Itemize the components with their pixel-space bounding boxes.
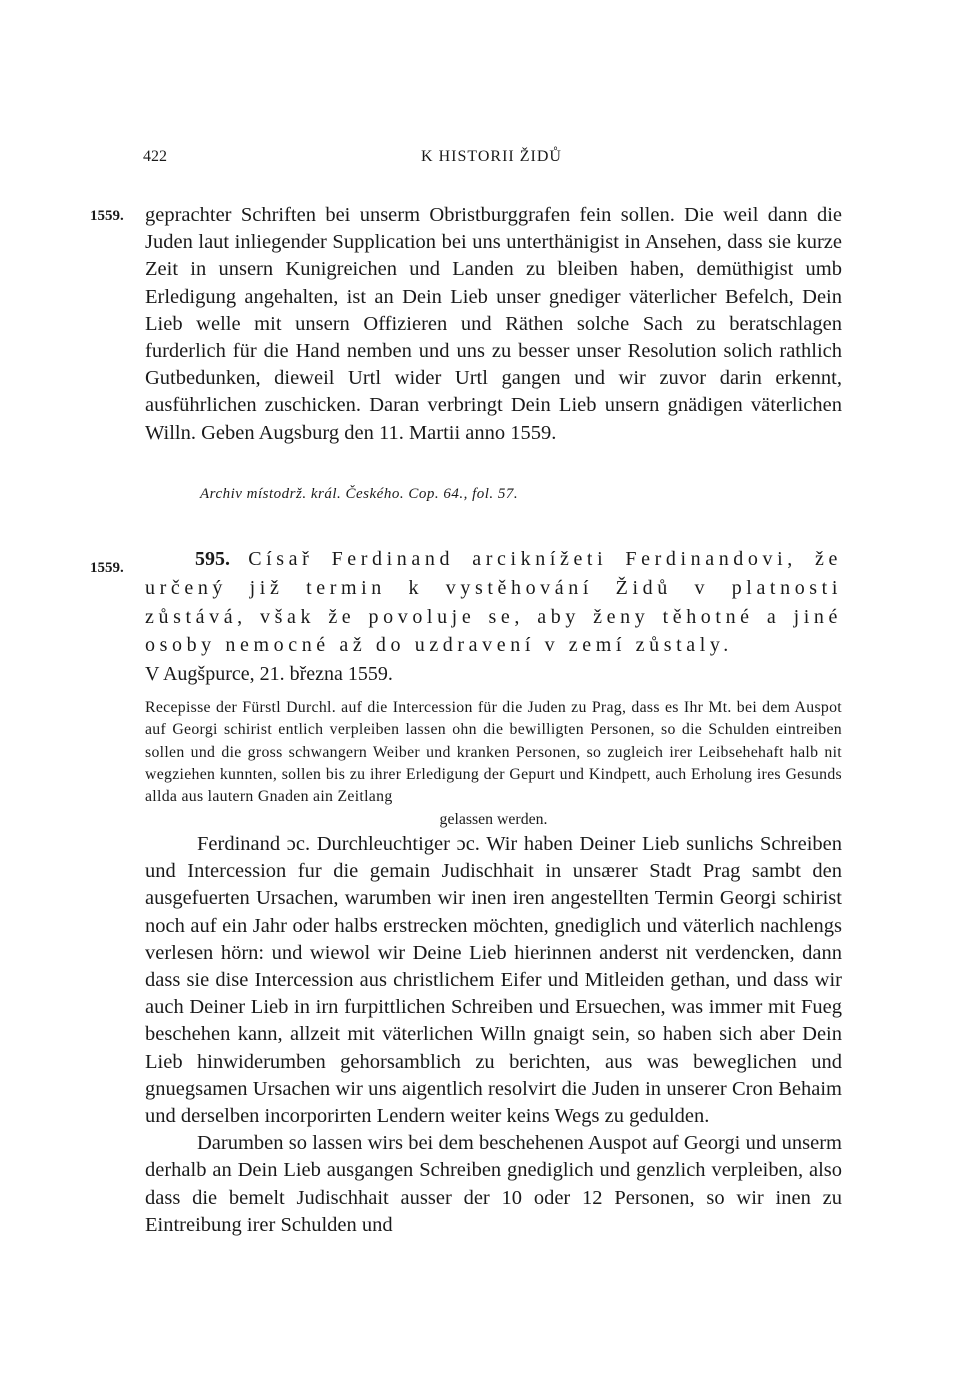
section-continuation	[145, 202, 842, 447]
document-number: 595.	[195, 548, 230, 570]
archive-reference: Archiv místodrž. král. Českého. Cop. 64., fol. 57.	[200, 486, 519, 502]
continuation-paragraph: geprachter Schriften bei unserm Obristburggrafen fein sollen. Die weil dann die Juden laut inliegender Supplication bei uns unterthänigist in Ansehen, dass sie kurze Zeit in unsern Kunigreichen und Landen zu bleiben haben, demüthigist umb Erledigung angehalten, ist an Dein Lieb unser gnediger väterlicher Befelch, Dein Lieb welle mit unsern Offizieren und Räthen solche Sach zu beratschlagen furderlich für die Hand nemben und uns zu besser unser Resolution solich rathlich Gutbedunken, dieweil Urtl wider Urtl gangen und wir zuvor darin erkennt, ausführlichen zuschicken. Daran verbringt Dein Lieb unsern gnädigen väterlichen Willn. Geben Augsburg den 11. Martii anno 1559.	[145, 204, 842, 444]
page-number: 422	[143, 148, 167, 165]
body-paragraph-2: Darumben so lassen wirs bei dem beschehenen Auspot auf Georgi und unserm derhalb an Dein Lieb ausgangen Schreiben gnediglich und genzlich verpleiben, also dass die bemelt Judischhait ausser der 10 oder 12 Personen, so wir inen zu Eintreibung irer Schulden und	[145, 1132, 842, 1236]
document-regest: Recepisse der Fürstl Durchl. auf die Intercession für die Juden zu Prag, dass es Ihr Mt. bei dem Auspot auf Georgi schirist entlich verpleiben lassen ohn die bewilligten Personen, so die Schulden eintreiben sollen und die gross schwangern Weiber und kranken Personen, so zugleich irer Leibsehehaft halb nit wegziehen kunnten, sollen bis zu ihrer Erledigung der Gepurt und Kindpett, auch Erholung ires Gesunds allda aus lautern Gnaden ain Zeitlang	[145, 699, 842, 806]
body-paragraph-1: Ferdinand ɔc. Durchleuchtiger ɔc. Wir haben Deiner Lieb sunlichs Schreiben und Intercession fur die gemain Judischhait in unsærer Stadt Prag sambt den ausgefuerten Ursachen, warumben wir inen iren angestellten Termin Georgi schirist noch auf ein Jahr oder halbs erstrecken möchten, gnediglich und väterlich nachlengs verlesen hörn: und wiewol wir Deine Lieb hierinnen anderst nit verdencken, dann dass sie dise Intercession aus christlichem Eifer und Mitleiden gethan, und dass wir auch Deiner Lieb in irn furpittlichen Schreiben und Ersuechen, was immer mit Fueg beschehen kann, allzeit mit väterlichen Willn gnaigt sein, so haben sich aber Dein Lieb hinwiderumben gehorsamblich zu berichten, aus was beweglichen und gnuegsamen Ursachen wir uns aigentlich resolvirt die Juden in unserer Cron Behaim und derselben incorporirten Lendern weiter keins Wegs zu gedulden.	[145, 832, 842, 1127]
document-regest-end: gelassen werden.	[439, 810, 548, 828]
margin-year-2: 1559.	[90, 560, 124, 576]
document-summary: Císař Ferdinand arciknížeti Ferdinandovi, že určený již termin k vystěhování Židů v platnosti zůstává, však že povoluje se, aby ženy těhotné a jiné osoby nemocné až do uzdravení v zemí zůstaly.	[145, 548, 842, 657]
margin-year-1: 1559.	[90, 208, 124, 224]
document-595	[145, 545, 842, 1239]
document-heading	[145, 545, 842, 660]
document-date: V Augšpurce, 21. března 1559.	[145, 663, 393, 686]
running-head: K HISTORII ŽIDŮ	[421, 148, 562, 165]
page-header	[143, 148, 840, 172]
